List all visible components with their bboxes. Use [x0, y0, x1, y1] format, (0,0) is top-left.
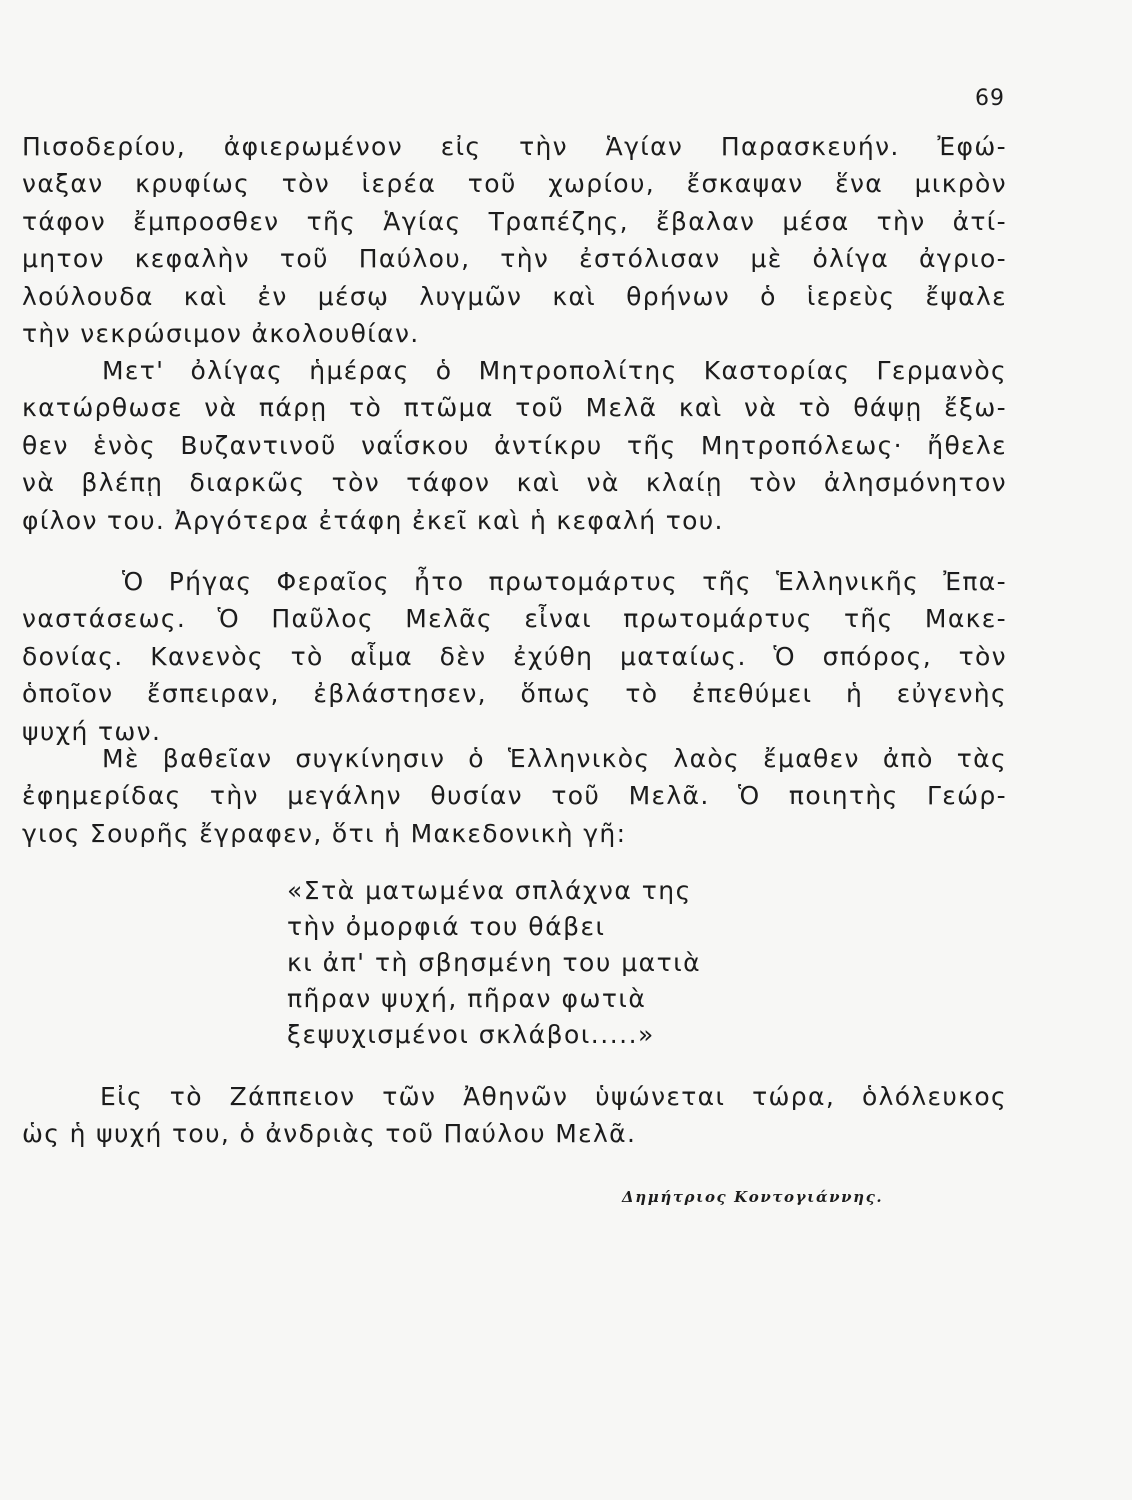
paragraph-5 [22, 1078, 1007, 1153]
poem-line: κι ἀπ' τὴ σβησμένη του ματιὰ [287, 948, 702, 977]
poem-line: ξεψυχισμένοι σκλάβοι.....» [287, 1020, 655, 1049]
text-line: φίλον του. Ἀργότερα ἐτάφη ἐκεῖ καὶ ἡ κεφαλή του. [22, 505, 724, 535]
text-line: κατώρθωσε νὰ πάρῃ τὸ πτῶμα τοῦ Μελᾶ καὶ νὰ τὸ θάψῃ ἔξω- [22, 393, 1007, 423]
poem [287, 873, 701, 1053]
text-line: ψυχή των. [22, 716, 162, 746]
text-line: λούλουδα καὶ ἐν μέσῳ λυγμῶν καὶ θρήνων ὁ ἱερεὺς ἔψαλε [22, 281, 1007, 311]
text-line: θεν ἑνὸς Βυζαντινοῦ ναΐσκου ἀντίκρυ τῆς Μητροπόλεως· ἤθελε [22, 430, 1007, 460]
text-line: γιος Σουρῆς ἔγραφεν, ὅτι ἡ Μακεδονικὴ γῆ: [22, 818, 627, 848]
author-signature: Δημήτριος Κοντογιάννης. [622, 1188, 884, 1206]
text-line: Εἰς τὸ Ζάππειον τῶν Ἀθηνῶν ὑψώνεται τώρα, ὁλόλευκος [100, 1082, 1007, 1111]
text-line: τὴν νεκρώσιμον ἀκολουθίαν. [22, 319, 420, 349]
text-line: Μὲ βαθεῖαν συγκίνησιν ὁ Ἑλληνικὸς λαὸς ἔμαθεν ἀπὸ τὰς [102, 744, 1007, 773]
paragraph-1 [22, 128, 1007, 352]
text-line: μητον κεφαλὴν τοῦ Παύλου, τὴν ἐστόλισαν μὲ ὀλίγα ἀγριο- [22, 244, 1007, 274]
poem-line: τὴν ὀμορφιά του θάβει [287, 912, 606, 941]
page-number: 69 [975, 86, 1005, 111]
paragraph-2 [22, 352, 1007, 539]
text-line: ναστάσεως. Ὁ Παῦλος Μελᾶς εἶναι πρωτομάρτυς τῆς Μακε- [22, 604, 1007, 634]
text-line: νὰ βλέπῃ διαρκῶς τὸν τάφον καὶ νὰ κλαίῃ τὸν ἀλησμόνητον [22, 468, 1007, 498]
paragraph-4 [22, 740, 1007, 852]
text-line: τάφον ἔμπροσθεν τῆς Ἁγίας Τραπέζης, ἔβαλαν μέσα τὴν ἀτί- [22, 206, 1007, 236]
text-line: ὡς ἡ ψυχή του, ὁ ἀνδριὰς τοῦ Παύλου Μελᾶ. [22, 1119, 637, 1149]
poem-line: πῆραν ψυχή, πῆραν φωτιὰ [287, 984, 647, 1013]
text-line: Ὁ Ρήγας Φεραῖος ἦτο πρωτομάρτυς τῆς Ἑλληνικῆς Ἐπα- [122, 567, 1007, 596]
poem-line: «Στὰ ματωμένα σπλάχνα της [287, 876, 692, 905]
text-line: δονίας. Κανενὸς τὸ αἷμα δὲν ἐχύθη ματαίως. Ὁ σπόρος, τὸν [22, 641, 1007, 671]
text-line: Μετ' ὀλίγας ἡμέρας ὁ Μητροπολίτης Καστορίας Γερμανὸς [102, 356, 1007, 385]
paragraph-3 [22, 563, 1007, 750]
text-line: ἐφημερίδας τὴν μεγάλην θυσίαν τοῦ Μελᾶ. Ὁ ποιητὴς Γεώρ- [22, 781, 1007, 811]
text-line: ναξαν κρυφίως τὸν ἱερέα τοῦ χωρίου, ἔσκαψαν ἕνα μικρὸν [22, 169, 1007, 199]
text-line: ὁποῖον ἔσπειραν, ἐβλάστησεν, ὅπως τὸ ἐπεθύμει ἡ εὐγενὴς [22, 679, 1007, 709]
text-line: Πισοδερίου, ἀφιερωμένον εἰς τὴν Ἁγίαν Παρασκευήν. Ἐφώ- [22, 132, 1007, 161]
